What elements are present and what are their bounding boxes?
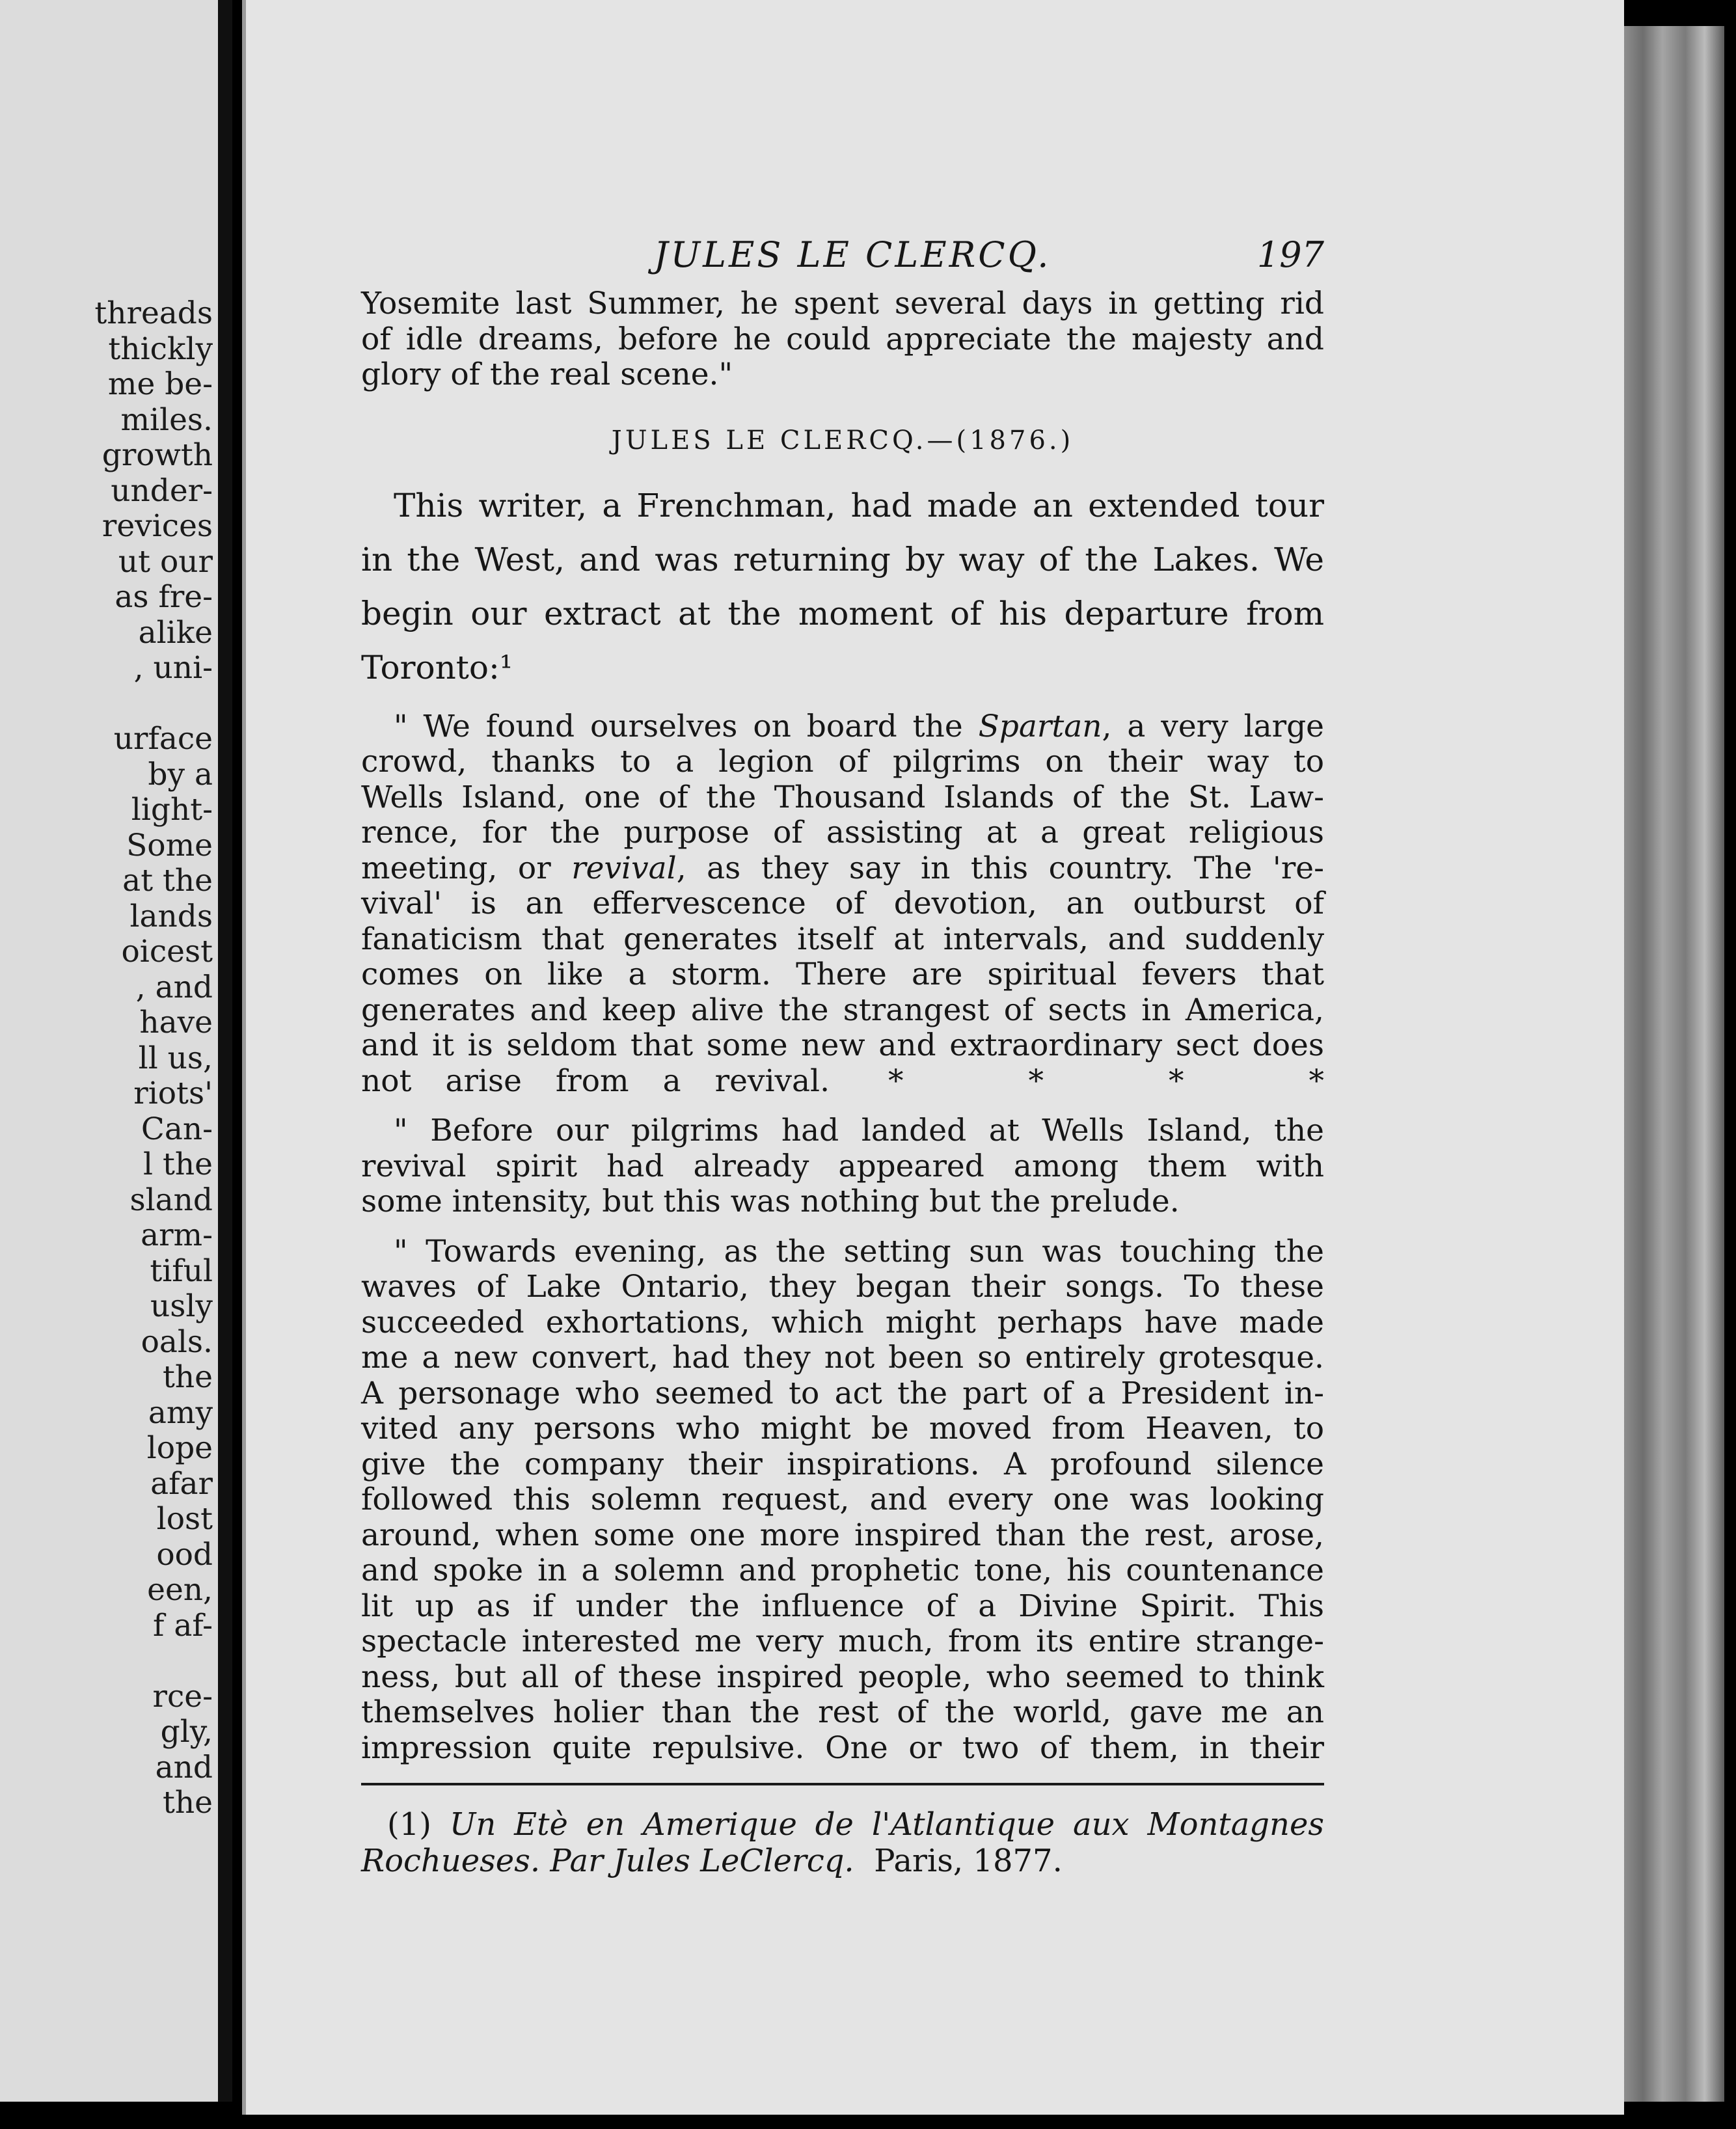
text-line: A personage who seemed to act the part of a President in- bbox=[361, 1375, 1324, 1411]
previous-page-line: ll us, bbox=[138, 1040, 213, 1076]
previous-page-line: een, bbox=[147, 1572, 213, 1608]
text-line: followed this solemn request, and every one was looking bbox=[361, 1482, 1324, 1517]
text-span: meeting, or bbox=[361, 850, 572, 886]
text-line: of idle dreams, before he could appreciate the majesty and bbox=[361, 321, 1324, 357]
previous-page-line: as fre- bbox=[115, 579, 213, 615]
text-line: begin our extract at the moment of his departure from bbox=[361, 594, 1324, 632]
text-line: Yosemite last Summer, he spent several days in getting rid bbox=[361, 286, 1324, 321]
previous-page-line: , and bbox=[135, 969, 213, 1005]
previous-page-line: the bbox=[163, 1359, 213, 1395]
previous-page-line: threads bbox=[94, 295, 213, 331]
text-span: not arise from a revival. bbox=[361, 1063, 830, 1099]
previous-page-line: Can- bbox=[141, 1111, 213, 1147]
previous-page-line: and bbox=[155, 1749, 213, 1785]
previous-page-line: revices bbox=[102, 508, 213, 544]
previous-page-line: miles. bbox=[120, 401, 213, 438]
previous-page-line: gly, bbox=[160, 1714, 213, 1750]
text-line bbox=[361, 1064, 1324, 1100]
text-line: vited any persons who might be moved from Heaven, to bbox=[361, 1411, 1324, 1446]
text-line: lit up as if under the influence of a Divine Spirit. This bbox=[361, 1588, 1324, 1624]
previous-page-line: lands bbox=[129, 898, 213, 934]
text-line: in the West, and was returning by way of the Lakes. We bbox=[361, 540, 1324, 578]
text-line bbox=[361, 709, 1324, 745]
previous-page-line bbox=[94, 1644, 213, 1679]
text-line: and it is seldom that some new and extraordinary sect does bbox=[361, 1027, 1324, 1063]
previous-page-line: light- bbox=[131, 792, 213, 828]
page-number: 197 bbox=[1256, 234, 1324, 275]
intro-paragraph bbox=[361, 479, 1324, 695]
text-line bbox=[361, 851, 1324, 887]
section-break-asterisks: * * * * bbox=[888, 1063, 1324, 1099]
previous-page-line: oicest bbox=[121, 934, 213, 970]
footnote-line bbox=[361, 1806, 1324, 1843]
previous-page-line: l the bbox=[143, 1146, 213, 1182]
previous-page-line: ood bbox=[156, 1536, 213, 1573]
previous-page-line: have bbox=[139, 1005, 213, 1040]
text-line: " Before our pilgrims had landed at Wells Island, the bbox=[394, 1113, 1324, 1148]
text-line: " Towards evening, as the setting sun was touching the bbox=[394, 1233, 1324, 1269]
previous-page-line: riots' bbox=[133, 1076, 213, 1111]
text-line: ness, but all of these inspired people, who seemed to think bbox=[361, 1659, 1324, 1695]
text-line: me a new convert, had they not been so entirely grotesque. bbox=[361, 1340, 1324, 1376]
previous-page-line: amy bbox=[148, 1394, 213, 1431]
previous-page-line: sland bbox=[129, 1182, 213, 1218]
previous-page-line: afar bbox=[150, 1465, 213, 1502]
previous-page-line: urface bbox=[113, 721, 213, 757]
footnote-author: Rochueses. Par Jules LeClercq. bbox=[361, 1843, 854, 1879]
previous-page-line: f af- bbox=[153, 1607, 213, 1644]
previous-page-line: usly bbox=[150, 1288, 213, 1324]
text-span: " We found ourselves on board the bbox=[394, 708, 979, 744]
book-page-edges bbox=[1607, 26, 1724, 2102]
text-line: spectacle interested me very much, from its entire strange- bbox=[361, 1623, 1324, 1659]
previous-page-line: lope bbox=[146, 1430, 213, 1466]
text-line: give the company their inspirations. A profound silence bbox=[361, 1446, 1324, 1482]
previous-page-line: at the bbox=[122, 863, 213, 899]
text-line: succeeded exhortations, which might perhaps have made bbox=[361, 1304, 1324, 1340]
previous-page-line: tiful bbox=[150, 1253, 213, 1289]
previous-page-line: me be- bbox=[107, 366, 213, 402]
text-line: vival' is an effervescence of devotion, an outburst of bbox=[361, 886, 1324, 921]
previous-page-line: the bbox=[163, 1785, 213, 1821]
text-line: glory of the real scene." bbox=[361, 357, 733, 392]
footnote-line bbox=[361, 1843, 1324, 1879]
text-line: impression quite repulsive. One or two of them, in their bbox=[361, 1729, 1324, 1766]
previous-page-line: Some bbox=[126, 827, 213, 863]
text-span: , as they say in this country. The 're- bbox=[676, 850, 1324, 886]
footnote bbox=[361, 1806, 1324, 1879]
text-line: some intensity, but this was nothing but the prelude. bbox=[361, 1184, 1180, 1219]
page-content bbox=[361, 234, 1324, 1879]
running-title: JULES LE CLERCQ. bbox=[654, 234, 1051, 275]
previous-page-line: , uni- bbox=[133, 650, 213, 686]
previous-page-line: growth bbox=[102, 437, 213, 473]
text-span: , a very large bbox=[1102, 708, 1325, 744]
previous-page-line: ut our bbox=[118, 543, 213, 580]
text-line: comes on like a storm. There are spiritual fevers that bbox=[361, 956, 1324, 992]
quote-paragraph-2 bbox=[361, 1113, 1324, 1220]
text-line: themselves holier than the rest of the world, gave me an bbox=[361, 1694, 1324, 1730]
footnote-publication: Paris, 1877. bbox=[874, 1843, 1063, 1879]
text-line: This writer, a Frenchman, had made an extended tour bbox=[394, 486, 1324, 524]
previous-page-line: under- bbox=[111, 472, 213, 509]
text-line: Wells Island, one of the Thousand Islands of the St. Law- bbox=[361, 779, 1324, 815]
previous-page-line: oals. bbox=[141, 1323, 213, 1360]
previous-page-line bbox=[94, 686, 213, 722]
text-line: crowd, thanks to a legion of pilgrims on their way to bbox=[361, 744, 1324, 780]
previous-page-line: thickly bbox=[108, 331, 213, 367]
italic-word: revival bbox=[571, 850, 677, 886]
footnote-rule bbox=[361, 1783, 1324, 1785]
previous-page-line: alike bbox=[138, 614, 213, 651]
previous-page bbox=[0, 0, 232, 2102]
continuation-paragraph bbox=[361, 286, 1324, 393]
text-line: rence, for the purpose of assisting at a great religious bbox=[361, 815, 1324, 850]
text-line: Toronto:¹ bbox=[361, 648, 513, 686]
text-line: revival spirit had already appeared among them with bbox=[361, 1148, 1324, 1184]
quote-paragraph-3 bbox=[361, 1234, 1324, 1767]
running-head bbox=[361, 234, 1324, 286]
previous-page-text bbox=[94, 296, 213, 1821]
text-line: and spoke in a solemn and prophetic tone, his countenance bbox=[361, 1553, 1324, 1588]
footnote-marker: (1) bbox=[387, 1806, 431, 1843]
text-line: fanaticism that generates itself at intervals, and suddenly bbox=[361, 921, 1324, 957]
previous-page-line: by a bbox=[148, 756, 213, 793]
text-line: generates and keep alive the strangest of sects in America, bbox=[361, 992, 1324, 1028]
section-heading: JULES LE CLERCQ.—(1876.) bbox=[611, 425, 1074, 455]
previous-page-line: lost bbox=[156, 1501, 213, 1537]
footnote-title: Un Etè en Amerique de l'Atlantique aux Montagnes bbox=[449, 1806, 1324, 1843]
ship-name: Spartan bbox=[978, 708, 1102, 744]
previous-page-line: rce- bbox=[152, 1678, 213, 1715]
quote-paragraph-1 bbox=[361, 709, 1324, 1100]
previous-page-line: arm- bbox=[141, 1217, 213, 1253]
text-line: waves of Lake Ontario, they began their songs. To these bbox=[361, 1269, 1324, 1305]
text-line: around, when some one more inspired than the rest, arose, bbox=[361, 1517, 1324, 1553]
